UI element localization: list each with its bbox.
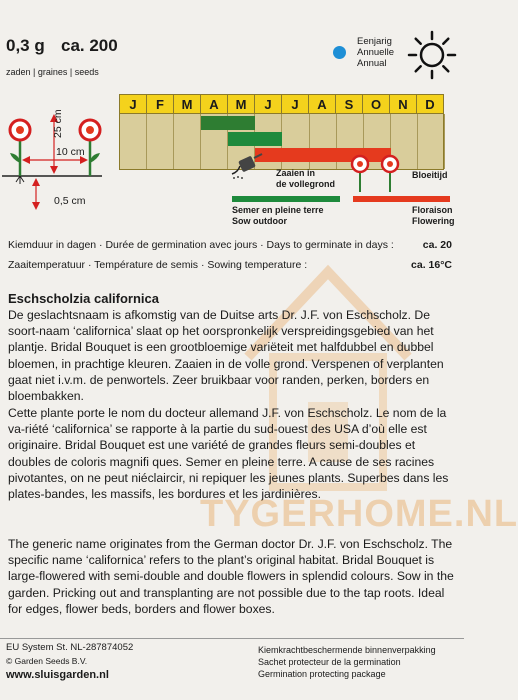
footer-system: EU System St. NL-287874052 xyxy=(6,642,134,653)
calendar-column xyxy=(120,114,147,169)
description-fr: Cette plante porte le nom du docteur allemand J.F. von Eschscholz. Le nom de la va-riété ‘californica’ se rapporte à la partie du sud-ouest des USA d’où elle est originaire. Bridal Bouquet est une variété de grandes fleurs semi-doubles et doubles de coloris magnifi ques. Semer en pleine terre. A cause de ses racines pivotantes, on ne peut niéclaircir, ni repiquer les jeunes plants. Superbes dans les plates-bandes, les massifs, les bordures et les jardinières. xyxy=(8,406,449,502)
annual-en: Annual xyxy=(357,58,387,69)
month-3: A xyxy=(201,94,228,114)
annual-labels xyxy=(357,36,394,69)
legend-sow-nl2: de vollegrond xyxy=(276,179,336,189)
legend-bloom-swatch xyxy=(353,196,450,202)
footer-website: www.sluisgarden.nl xyxy=(6,669,109,681)
temperature-label: Zaaitemperatuur · Température de semis · Sowing temperature : xyxy=(8,259,308,271)
month-10: N xyxy=(390,94,417,114)
legend-sow xyxy=(276,168,335,190)
month-2: M xyxy=(174,94,201,114)
depth-label: 0,5 cm xyxy=(54,195,86,207)
month-5: J xyxy=(255,94,282,114)
footer-pack-fr: Sachet protecteur de la germination xyxy=(258,657,401,667)
legend-sow-nl: Zaaien in xyxy=(276,168,316,178)
species-title: Eschscholzia californica xyxy=(8,291,160,306)
width-label: 10 cm xyxy=(56,146,85,158)
seed-count: ca. 200 xyxy=(61,36,118,55)
sun-icon xyxy=(407,30,457,80)
month-4: M xyxy=(228,94,255,114)
month-6: J xyxy=(282,94,309,114)
legend-bloom-translations xyxy=(412,205,455,227)
watering-can-icon xyxy=(228,152,270,180)
temperature-value: ca. 16°C xyxy=(411,259,452,271)
sow-bar-2 xyxy=(228,132,282,146)
footer-company: © Garden Seeds B.V. xyxy=(6,655,88,666)
calendar-column xyxy=(418,114,445,169)
legend-sow-swatch xyxy=(232,196,340,202)
annual-nl: Eenjarig xyxy=(357,36,392,47)
annual-fr: Annuelle xyxy=(357,47,394,58)
month-7: A xyxy=(309,94,336,114)
footer-divider xyxy=(0,638,464,639)
germination-label: Kiemduur in dagen · Durée de germination avec jours · Days to germinate in days : xyxy=(8,239,394,251)
calendar-months xyxy=(119,94,444,114)
footer-right xyxy=(258,644,436,680)
calendar-column xyxy=(147,114,174,169)
month-0: J xyxy=(119,94,147,114)
month-1: F xyxy=(147,94,174,114)
calendar-column xyxy=(174,114,201,169)
footer-pack-nl: Kiemkrachtbeschermende binnenverpakking xyxy=(258,645,436,655)
germination-row xyxy=(8,239,452,251)
month-11: D xyxy=(417,94,444,114)
watermark-text: TYGERHOME.NL xyxy=(200,493,518,535)
annual-dot-icon xyxy=(333,46,346,59)
legend-bloom-nl: Bloeitijd xyxy=(412,170,448,180)
legend-sow-translations xyxy=(232,205,324,227)
flowers-icon xyxy=(348,154,404,192)
month-9: O xyxy=(363,94,390,114)
germination-value: ca. 20 xyxy=(422,239,452,251)
legend-sow-fr: Semer en pleine terre xyxy=(232,205,324,215)
sow-bar-1 xyxy=(201,116,255,130)
description-nl: De geslachtsnaam is afkomstig van de Duitse arts Dr. J.F. von Eschscholz. De soort-naam ‘californica’ slaat op het oorspronkelijk verspreidingsgebied van het plantje. Bridal Bouquet is een grootbloemige variëteit met halfdubbel en dubbel bloemen, in prachtige kleuren. Zaaien in de volle grond. Verspenen of verplanten gaat niet i.v.m. de penwortels. Zeer bruikbaar voor randen, perken, borders en bloembakken. xyxy=(8,308,444,404)
footer-pack-en: Germination protecting package xyxy=(258,669,386,679)
month-8: S xyxy=(336,94,363,114)
seed-units-label: zaden | graines | seeds xyxy=(6,67,99,77)
legend-bloom-en: Flowering xyxy=(412,216,455,226)
height-label: 25 cm xyxy=(52,109,64,138)
legend-bloom-fr: Floraison xyxy=(412,205,453,215)
footer-left xyxy=(6,642,133,682)
legend-sow-en: Sow outdoor xyxy=(232,216,287,226)
seed-weight: 0,3 g xyxy=(6,36,45,55)
description-en: The generic name originates from the German doctor Dr. J.F. von Eschscholz. The specific name ‘californica’ refers to the plant’s original habitat. Bridal Bouquet is large-flowered with semi-double and double flowers in splendid colours. Sow in the garden. Pricking out and transplanting are not possible due to the tap roots. Ideal for edges, flower beds, borders and flower boxes. xyxy=(8,537,454,616)
